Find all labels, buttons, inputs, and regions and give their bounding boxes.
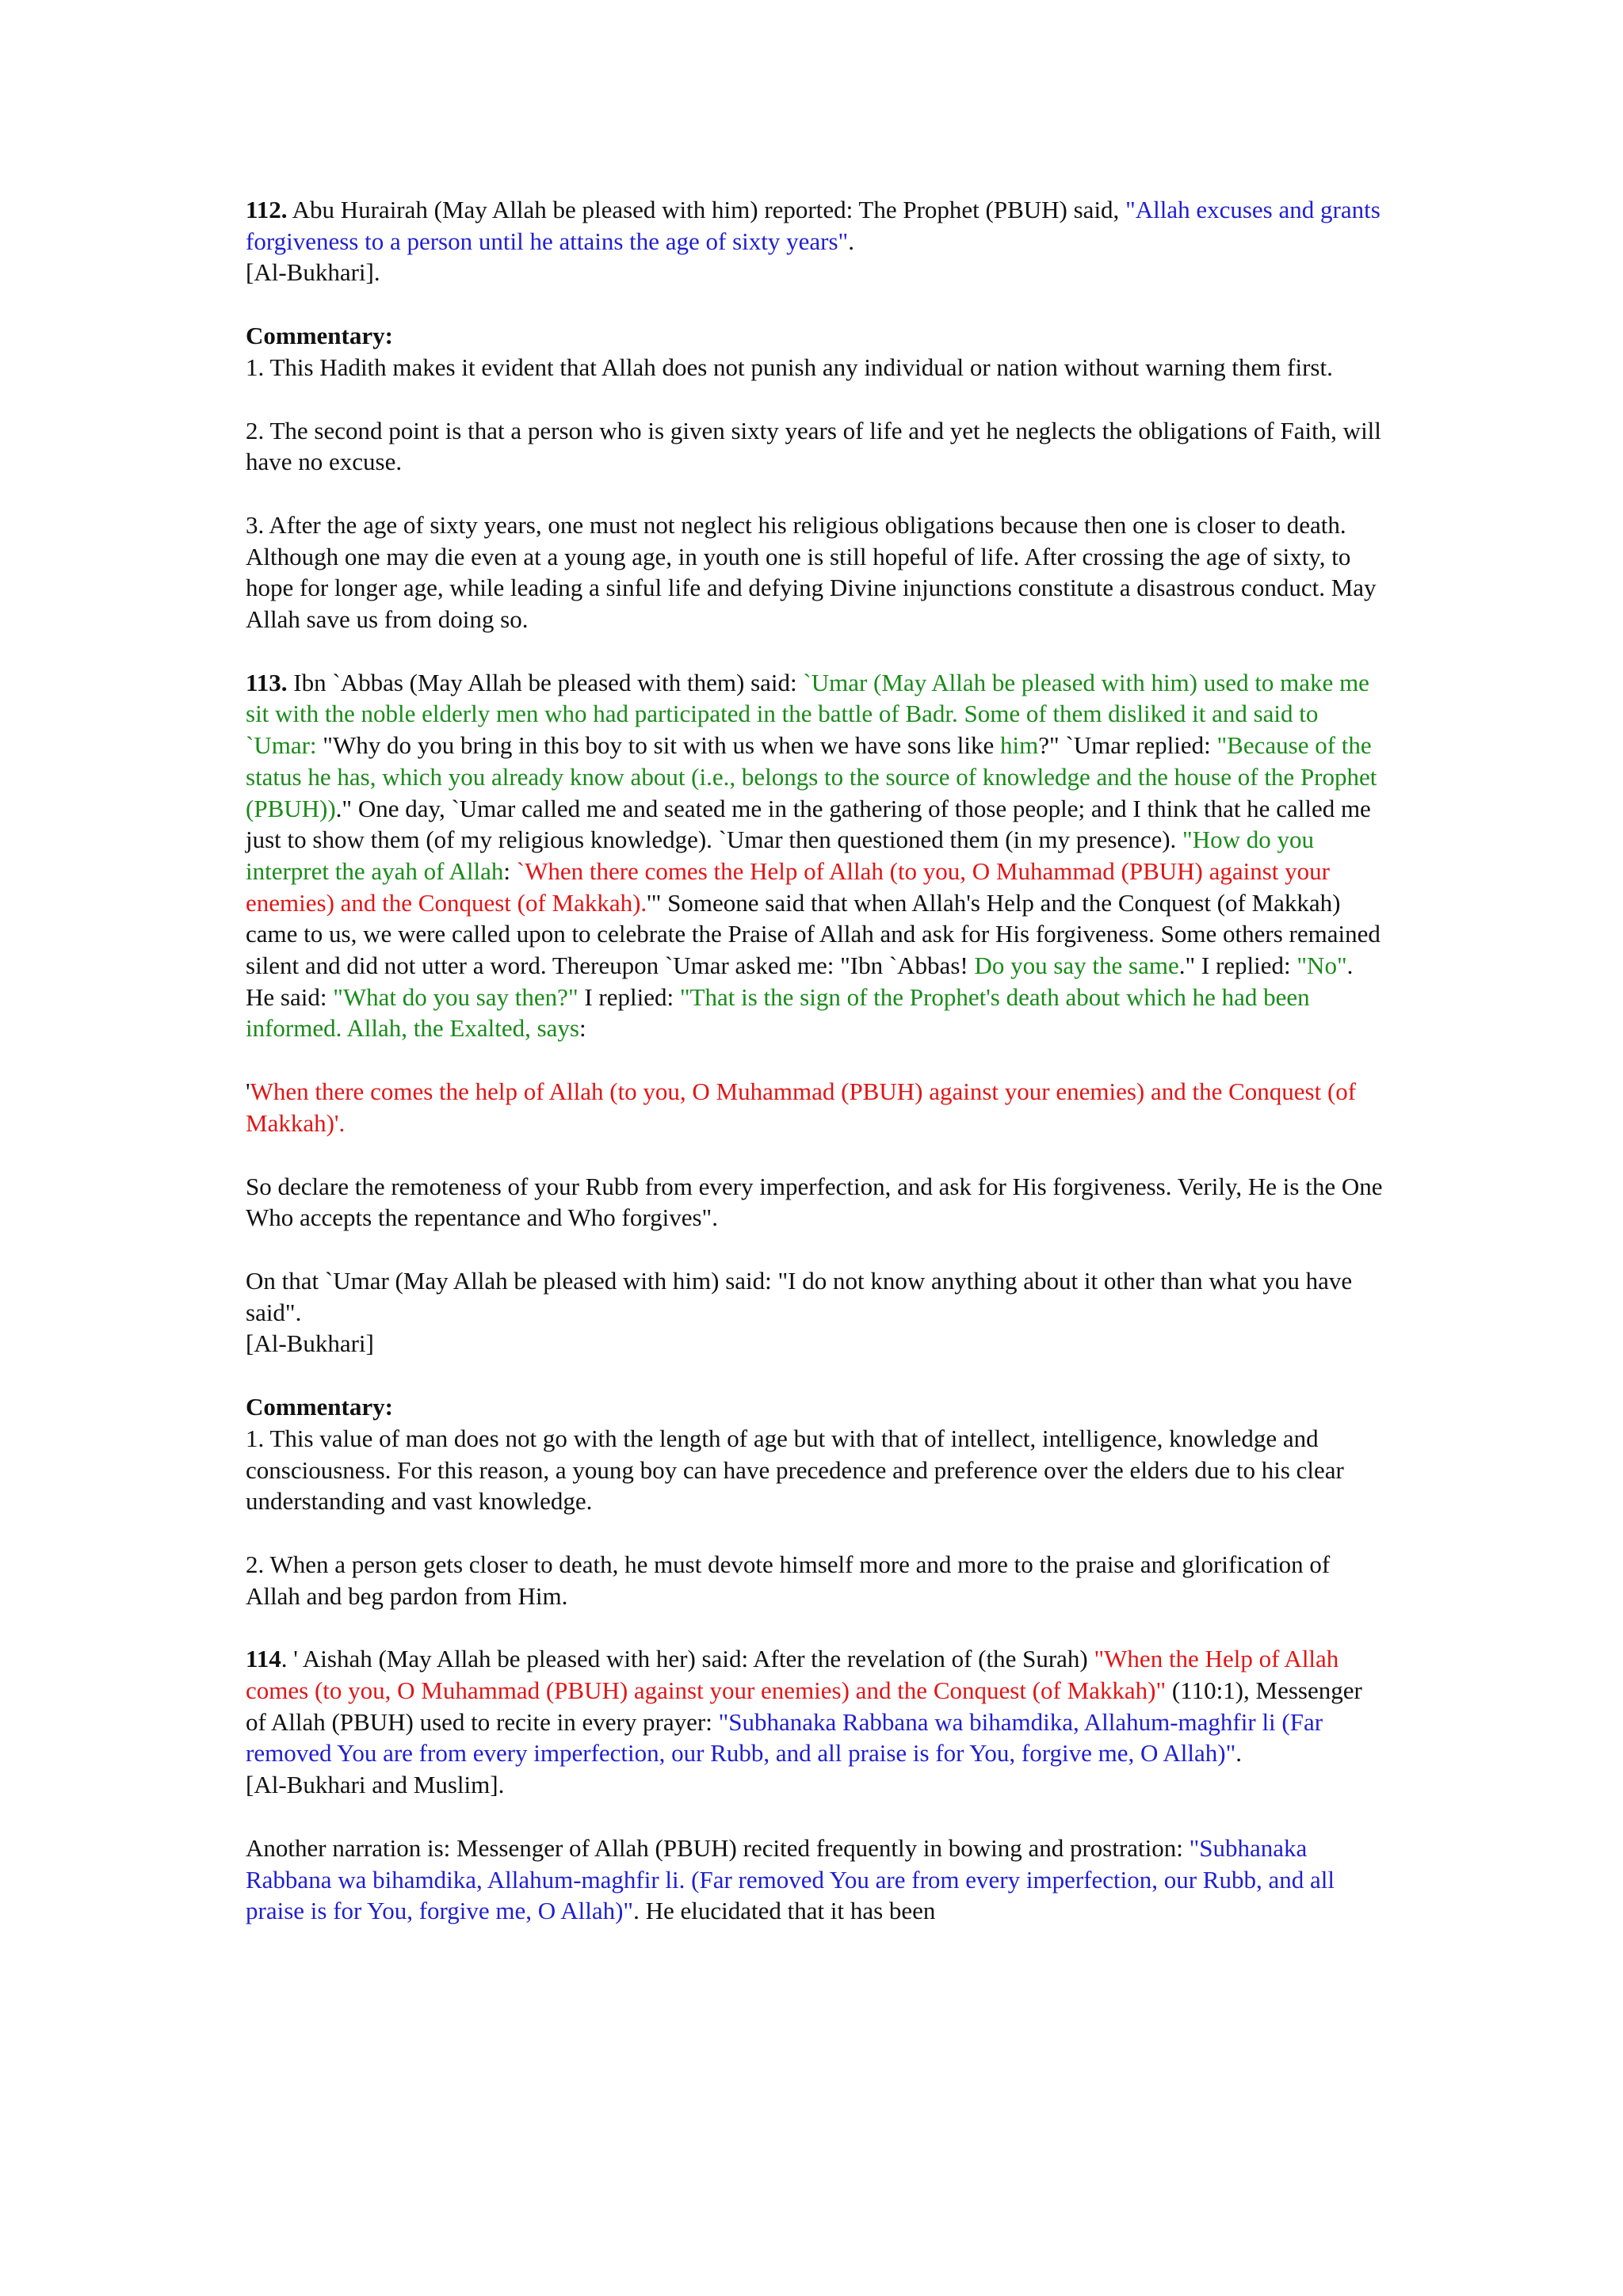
commentary-point: 2. When a person gets closer to death, he must devote himself more and more to the praise and glorification of Allah and beg pardon from Him. (246, 1550, 1331, 1610)
hadith-number: 113. (246, 668, 288, 696)
hadith-text: ." One day, `Umar called me and seated me in the gathering of those people; and I think that he called me just to show them (of my religious knowledge). `Umar then questioned them (in my presence). (246, 794, 1371, 854)
hadith-quote: `Umar (May Allah be pleased with him) used to make me sit with the noble elderly men who had participated in the battle of Badr. Some of them disliked it and said to `Umar: (246, 668, 1369, 760)
hadith-text: . He elucidated that it has been (633, 1897, 936, 1925)
quran-verse: "When the Help of Allah comes (to you, O Muhammad (PBUH) against your enemies) and the Conquest (of Makkah)" (246, 1645, 1339, 1705)
hadith-text: '" Someone said that when Allah's Help and the Conquest (of Makkah) came to us, we were called upon to celebrate the Praise of Allah and ask for His forgiveness. Some others remained silent and did not utter a word. Thereupon `Umar asked me: "Ibn `Abbas! (246, 888, 1381, 980)
hadith-quote: "What do you say then?" (333, 982, 579, 1011)
commentary-point: 1. This value of man does not go with the length of age but with that of intellect, intelligence, knowledge and consciousness. For this reason, a young boy can have precedence and preference over the elders due to his clear understanding and vast knowledge. (246, 1424, 1344, 1516)
commentary-heading: Commentary: (246, 1393, 393, 1421)
hadith-text: : (503, 856, 517, 885)
hadith-text: "Why do you bring in this boy to sit with us when we have sons like (323, 731, 1001, 760)
quran-verse-paragraph (246, 1076, 1387, 1138)
hadith-quote: him (1000, 731, 1039, 760)
hadith-text: Another narration is: Messenger of Allah (PBUH) recited frequently in bowing and prostration: (246, 1833, 1190, 1862)
hadith-text: (110:1), Messenger of Allah (PBUH) used to recite in every prayer: (246, 1676, 1362, 1736)
hadith-paragraph (246, 1833, 1387, 1927)
hadith-text: ." I replied: (1178, 952, 1297, 980)
hadith-113 (246, 667, 1387, 1044)
hadith-paragraph: So declare the remoteness of your Rubb from every imperfection, and ask for His forgiveness. Verily, He is the One Who accepts the repentance and Who forgives". (246, 1172, 1383, 1232)
hadith-text: : (579, 1014, 586, 1043)
hadith-114 (246, 1643, 1387, 1769)
punctuation: . (848, 227, 854, 255)
hadith-quote: "Allah excuses and grants forgiveness to a person until he attains the age of sixty years" (246, 196, 1381, 255)
hadith-text: I replied: (578, 982, 680, 1011)
hadith-quote: "That is the sign of the Prophet's death about which he had been informed. Allah, the Exalted, says (246, 982, 1310, 1043)
quran-verse: `When there comes the Help of Allah (to you, O Muhammad (PBUH) against your enemies) and the Conquest (of Makkah). (246, 856, 1330, 917)
hadith-quote: "Subhanaka Rabbana wa bihamdika, Allahum-maghfir li (Far removed You are from every imperfection, our Rubb, and all praise is for You, forgive me, O Allah)" (246, 1707, 1323, 1768)
hadith-quote: "Because of the status he has, which you already know about (i.e., belongs to the source of knowledge and the house of the Prophet (PBUH)) (246, 731, 1377, 822)
commentary-point: 1. This Hadith makes it evident that Allah does not punish any individual or nation without warning them first. (246, 353, 1333, 381)
hadith-number: 112. (246, 196, 288, 223)
hadith-source: [Al-Bukhari and Muslim]. (246, 1771, 505, 1799)
commentary-point: 2. The second point is that a person who is given sixty years of life and yet he neglects the obligations of Faith, will have no excuse. (246, 416, 1381, 476)
hadith-quote: "Subhanaka Rabbana wa bihamdika, Allahum-maghfir li. (Far removed You are from every imperfection, our Rubb, and all praise is for You, forgive me, O Allah)" (246, 1833, 1335, 1925)
hadith-intro: Abu Hurairah (May Allah be pleased with him) reported: The Prophet (PBUH) said, (287, 196, 1126, 223)
hadith-source: [Al-Bukhari]. (246, 258, 380, 287)
hadith-text: . ' Aishah (May Allah be pleased with her) said: After the revelation of (the Surah) (281, 1645, 1094, 1673)
hadith-text: . (1235, 1739, 1242, 1768)
hadith-source: [Al-Bukhari] (246, 1329, 374, 1358)
hadith-paragraph: On that `Umar (May Allah be pleased with him) said: "I do not know anything about it other than what you have said". (246, 1266, 1353, 1326)
hadith-quote: "How do you interpret the ayah of Allah (246, 826, 1314, 885)
hadith-quote: Do you say the same (974, 952, 1179, 980)
commentary-point: 3. After the age of sixty years, one must not neglect his religious obligations because then one is closer to death. Although one may die even at a young age, in youth one is still hopeful of life. After crossing the age of sixty, to hope for longer age, while leading a sinful life and defying Divine injunctions constitute a disastrous conduct. May Allah save us from doing so. (246, 510, 1377, 634)
quran-verse: When there comes the help of Allah (to you, O Muhammad (PBUH) against your enemies) and the Conquest (of Makkah)'. (246, 1077, 1357, 1137)
hadith-text: ?" `Umar replied: (1038, 731, 1217, 760)
hadith-quote: "No" (1296, 952, 1347, 980)
commentary-heading: Commentary: (246, 322, 393, 350)
hadith-text: Ibn `Abbas (May Allah be pleased with them) said: (287, 668, 804, 696)
hadith-112 (246, 194, 1387, 257)
document-page (246, 194, 1387, 1927)
hadith-number: 114 (246, 1645, 281, 1673)
hadith-text: . He said: (246, 952, 1354, 1011)
quote-mark: ' (246, 1077, 250, 1106)
